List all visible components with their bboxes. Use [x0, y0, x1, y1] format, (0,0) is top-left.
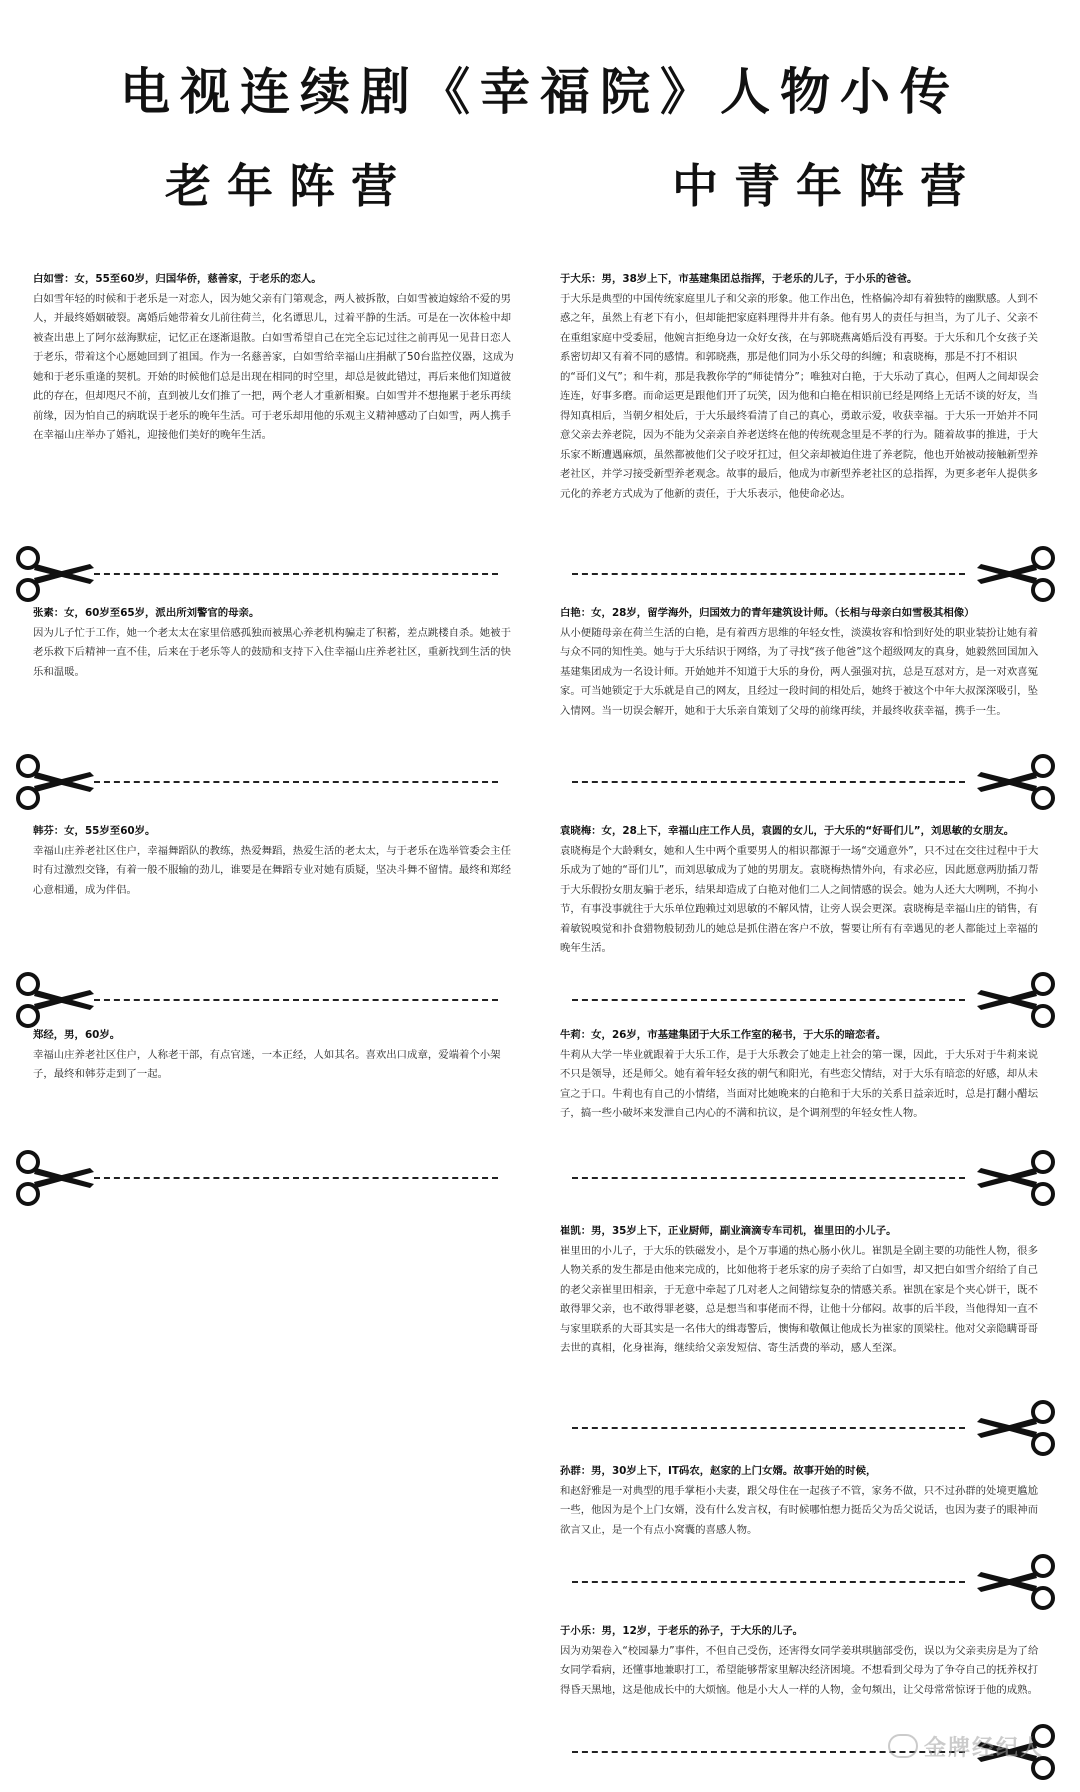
page-title: 电视连续剧《幸福院》人物小传	[120, 62, 960, 121]
bio-text: 于大乐是典型的中国传统家庭里儿子和父亲的形象。他工作出色，性格偏冷却有着独特的幽默感。人到不惑之年，虽然上有老下有小，但却能把家庭料理得井井有条。他有男人的责任与担当，为了儿子、父亲不在重组家庭中受委屈，他婉言拒绝身边一众好女孩，在与郭晓燕离婚后没有再娶。于大乐和几个女孩子关系密切却又有着不同的感情。和郭晓燕，那是他们同为小乐父母的纠缠；和袁晓梅，那是不打不相识的“哥们义气”；和牛莉，那是我教你学的“师徒情分”；唯独对白艳，于大乐动了真心，但两人之间却误会连连，好事多磨。而命运更是跟他们开了玩笑，因为他和白艳在相识前已经是网络上无话不谈的好友，当得知真相后，当朝夕相处后，于大乐最终看清了自己的真心，勇敢示爱，收获幸福。于大乐一开始并不同意父亲去养老院，因为不能为父亲亲自养老送终在他的传统观念里是不孝的行为。随着故事的推进，于大乐家不断遭遇麻烦，虽然都被他们父子咬牙扛过，但父亲却被迫住进了养老院，他也开始被动接触新型养老社区，并学习接受新型养老观念。故事的最后，他成为市新型养老社区的总指挥，为更多老年人提供多元化的养老方式成为了他新的责任，于大乐表示，他使命必达。	[560, 292, 1039, 500]
dashed-line	[572, 1177, 965, 1179]
scissors-icon	[975, 752, 1057, 812]
dashed-line	[572, 781, 965, 783]
camp-heading-old: 老年阵营	[165, 159, 413, 213]
scissors-icon	[975, 1148, 1057, 1208]
bio-text: 因为劝架卷入“校园暴力”事件，不但自己受伤，还害得女同学姜琪琪脑部受伤，误以为父亲卖房是为了给女同学看病，还懂事地兼职打工，希望能够帮家里解决经济困境。不想看到父母为了争夺自己的抚养权打得昏天黑地，这是他成长中的大烦恼。他是小大人一样的人物，金句频出，让父母常常惊讶于他的成熟。	[560, 1644, 1039, 1696]
bio-text: 幸福山庄养老社区住户，人称老干部，有点官迷，一本正经，人如其名。喜欢出口成章，爱端着个小架子，最终和韩芬走到了一起。	[33, 1048, 501, 1080]
bio-bai-yan	[560, 604, 1043, 721]
bio-text: 和赵舒雅是一对典型的甩手掌柜小夫妻，跟父母住在一起孩子不管，家务不做，只不过孙群的处境更尴尬一些，他因为是个上门女婿，没有什么发言权，有时候哪怕想力挺岳父为岳父说话，也因为妻子的眼神而欲言又止，是一个有点小窝囊的喜感人物。	[560, 1484, 1038, 1536]
scissors-icon	[975, 970, 1057, 1030]
dashed-line	[94, 573, 498, 575]
bio-cui-kai	[560, 1222, 1043, 1359]
cut-line	[14, 544, 504, 604]
bio-heading: 白艳：女，28岁，留学海外，归国效力的青年建筑设计师。（长相与母亲白如雪极其相像）	[560, 607, 975, 619]
cut-line	[14, 970, 504, 1030]
camp-heading-young: 中青年阵营	[672, 159, 982, 213]
bio-yu-xiaole	[560, 1622, 1043, 1700]
bio-heading: 韩芬：女，55岁至60岁。	[33, 825, 156, 837]
bio-text: 从小便随母亲在荷兰生活的白艳，是有着西方思维的年轻女性，淡漠妆容和恰到好处的职业装扮让她有着与众不同的知性美。她与于大乐结识于网络，为了寻找“孩子他爸”这个超级网友的真身，她毅然回国加入基建集团成为一名设计师。开始她并不知道于大乐的身份，两人强强对抗，总是互怼对方，是一对欢喜冤家。可当她锁定于大乐就是自己的网友，且经过一段时间的相处后，她终于被这个中年大叔深深吸引，坠入情网。当一切误会解开，她和于大乐亲自策划了父母的前缘再续，并最终收获幸福，携手一生。	[560, 626, 1039, 717]
dashed-line	[94, 781, 498, 783]
bio-zheng-jing	[33, 1026, 518, 1085]
bio-heading: 于小乐：男，12岁，于老乐的孙子，于大乐的儿子。	[560, 1625, 804, 1637]
bio-sun-qun	[560, 1462, 1043, 1540]
cut-line	[14, 1148, 504, 1208]
bio-niu-li	[560, 1026, 1043, 1124]
bio-heading: 于大乐：男，38岁上下，市基建集团总指挥，于老乐的儿子，于小乐的爸爸。	[560, 273, 918, 285]
dashed-line	[94, 1177, 498, 1179]
bio-han-fen	[33, 822, 518, 900]
bio-heading: 郑经，男，60岁。	[33, 1029, 121, 1041]
scissors-icon	[14, 1148, 96, 1208]
watermark-text: 金牌经纪人	[923, 1736, 1044, 1761]
scissors-icon	[975, 544, 1057, 604]
cut-line	[572, 544, 1057, 604]
scissors-icon	[975, 1398, 1057, 1458]
wechat-icon	[888, 1734, 918, 1758]
scissors-icon	[14, 752, 96, 812]
bio-text: 白如雪年轻的时候和于老乐是一对恋人，因为她父亲有门第观念，两人被拆散，白如雪被迫嫁给不爱的男人，并最终婚姻破裂。离婚后她带着女儿前往荷兰，化名谭思儿，过着平静的生活。可是在一次体检中却被查出患上了阿尔兹海默症，记忆正在逐渐退散。白如雪希望自己在完全忘记过往之前再见一见昔日恋人于老乐，带着这个心愿她回到了祖国。作为一名慈善家，白如雪给幸福山庄捐献了50台监控仪器，这成为她和于老乐重逢的契机。开始的时候他们总是出现在相同的时空里，却总是彼此错过，再后来他们知道彼此的存在，但却咫尺不前，直到被儿女们推了一把，两个老人才重新相聚。白如雪并不想拖累于老乐再续前缘，因为怕自己的病耽误于老乐的晚年生活。可于老乐却用他的乐观主义精神感动了白如雪，两人携手在幸福山庄举办了婚礼，迎接他们美好的晚年生活。	[33, 292, 514, 441]
bio-bai-ruxue	[33, 270, 518, 446]
cut-line	[572, 1148, 1057, 1208]
bio-yuan-xiaomei	[560, 822, 1043, 959]
cut-line	[572, 1552, 1057, 1612]
bio-text: 牛莉从大学一毕业就跟着于大乐工作，是于大乐教会了她走上社会的第一课，因此，于大乐对于牛莉来说不只是领导，还是师父。她有着年轻女孩的朝气和阳光，有些恋父情结，对于大乐有暗恋的好感，却从未宣之于口。牛莉也有自己的小情绪，当面对比她晚来的白艳和于大乐的关系日益亲近时，总是打翻小醋坛子，搞一些小破坏来发泄自己内心的不满和抗议，是个调剂型的年轻女性人物。	[560, 1048, 1038, 1119]
dashed-line	[572, 573, 965, 575]
bio-text: 袁晓梅是个大龄剩女，她和人生中两个重要男人的相识都源于一场“交通意外”，只不过在交往过程中于大乐成为了她的“哥们儿”，而刘思敏成为了她的男朋友。袁晓梅热情外向，有求必应，因此愿意两肋插刀帮于大乐假扮女朋友骗于老乐，结果却造成了白艳对他们二人之间情感的误会。她为人还大大咧咧，不拘小节，有事没事就往于大乐单位跑赖过刘思敏的不解风情，让旁人误会更深。袁晓梅是幸福山庄的销售，有着敏锐嗅觉和扑食猎物般韧劲儿的她总是抓住潜在客户不放，誓要让所有有幸遇见的老人都能过上幸福的晚年生活。	[560, 844, 1039, 954]
dashed-line	[572, 1581, 965, 1583]
bio-heading: 崔凯：男，35岁上下，正业厨师，副业滴滴专车司机，崔里田的小儿子。	[560, 1225, 897, 1237]
watermark	[888, 1731, 1044, 1762]
bio-heading: 牛莉：女，26岁，市基建集团于大乐工作室的秘书，于大乐的暗恋者。	[560, 1029, 887, 1041]
dashed-line	[572, 999, 965, 1001]
cut-line	[572, 752, 1057, 812]
cut-line	[14, 752, 504, 812]
scissors-icon	[14, 970, 96, 1030]
bio-text: 崔里田的小儿子，于大乐的铁磁发小，是个万事通的热心肠小伙儿。崔凯是全剧主要的功能性人物，很多人物关系的发生都是由他来完成的，比如他将于老乐家的房子卖给了白如雪，却又把白如雪介绍给了自己的老父亲崔里田相亲，于无意中牵起了几对老人之间错综复杂的情感关系。崔凯在家是个夹心饼干，既不敢得罪父亲，也不敢得罪老婆，总是想当和事佬而不得，让他十分郁闷。故事的后半段，当他得知一直不与家里联系的大哥其实是一名伟大的缉毒警后，懊悔和敬佩让他成长为崔家的顶梁柱。他对父亲隐瞒哥哥去世的真相，化身崔海，继续给父亲发短信、寄生活费的举动，感人至深。	[560, 1244, 1038, 1354]
cut-line	[572, 970, 1057, 1030]
bio-heading: 袁晓梅：女，28上下，幸福山庄工作人员，袁圆的女儿，于大乐的“好哥们儿”，刘思敏的女朋友。	[560, 825, 1015, 837]
scissors-icon	[975, 1552, 1057, 1612]
bio-text: 幸福山庄养老社区住户，幸福舞蹈队的教练，热爱舞蹈，热爱生活的老太太，与于老乐在选举管委会主任时有过激烈交锋，有着一般不服输的劲儿，谁要是在舞蹈专业对她有质疑，坚决斗舞不留情。最终和郑经心意相通，成为伴侣。	[33, 844, 511, 896]
bio-heading: 白如雪：女，55至60岁，归国华侨，慈善家，于老乐的恋人。	[33, 273, 322, 285]
scissors-icon	[14, 544, 96, 604]
bio-yu-dale	[560, 270, 1043, 504]
bio-heading: 张素：女，60岁至65岁，派出所刘警官的母亲。	[33, 607, 260, 619]
dashed-line	[572, 1427, 965, 1429]
bio-heading: 孙群：男，30岁上下，IT码农，赵家的上门女婿。故事开始的时候，	[560, 1465, 877, 1477]
bio-text: 因为儿子忙于工作，她一个老太太在家里倍感孤独而被黑心养老机构骗走了积蓄，差点跳楼自杀。她被于老乐救下后精神一直不佳，后来在于老乐等人的鼓励和支持下入住幸福山庄养老社区，重新找到生活的快乐和温暖。	[33, 626, 511, 678]
bio-zhang-su	[33, 604, 518, 682]
dashed-line	[94, 999, 498, 1001]
cut-line	[572, 1398, 1057, 1458]
